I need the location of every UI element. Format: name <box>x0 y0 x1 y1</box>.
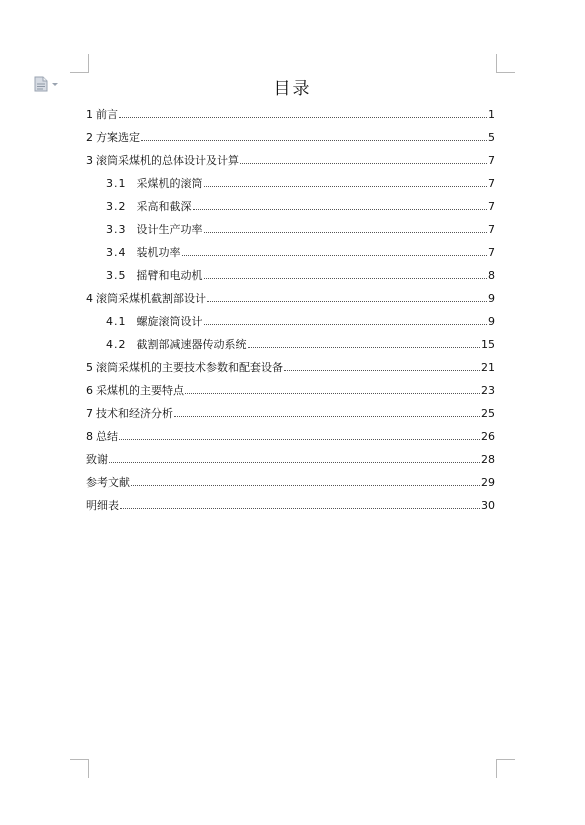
toc-title: 目录 <box>273 79 312 99</box>
toc-entry-title: 螺旋滚筒设计 <box>136 315 203 328</box>
toc-entry-number: 5 <box>86 361 93 374</box>
toc-dot-leader <box>119 117 487 118</box>
toc-dot-leader <box>109 462 480 463</box>
toc-dot-leader <box>284 370 480 371</box>
toc-entry-page-number: 9 <box>488 292 495 305</box>
toc-entry-number: 3.3 <box>106 223 127 236</box>
toc-dot-leader <box>185 393 480 394</box>
toc-entry-title: 前言 <box>96 108 118 121</box>
toc-entry-number: 6 <box>86 384 93 397</box>
toc-entry-page-number: 30 <box>481 499 495 512</box>
toc-entry-page-number: 7 <box>488 154 495 167</box>
toc-entry-number: 8 <box>86 430 93 443</box>
toc-entry[interactable] <box>86 334 495 357</box>
toc-entry-page-number: 25 <box>481 407 495 420</box>
toc-entry-page-number: 7 <box>488 177 495 190</box>
toc-entry-page-number: 28 <box>481 453 495 466</box>
toc-entry-page-number: 23 <box>481 384 495 397</box>
toc-entry[interactable] <box>86 380 495 403</box>
toc-entry-title: 滚筒采煤机截割部设计 <box>96 292 206 305</box>
toc-entry-page-number: 15 <box>481 338 495 351</box>
toc-entry-page-number: 9 <box>488 315 495 328</box>
toc-entry[interactable] <box>86 449 495 472</box>
toc-entry-title: 技术和经济分析 <box>96 407 173 420</box>
toc-dot-leader <box>182 255 488 256</box>
toc-entry[interactable] <box>86 403 495 426</box>
toc-entry[interactable] <box>86 265 495 288</box>
toc-entry-number: 3.1 <box>106 177 127 190</box>
toc-dot-leader <box>248 347 481 348</box>
toc-entry-page-number: 1 <box>488 108 495 121</box>
margin-corner-bottom-left <box>70 759 89 778</box>
toc-entry-number: 7 <box>86 407 93 420</box>
toc-dot-leader <box>119 439 480 440</box>
toc-entry[interactable] <box>86 357 495 380</box>
toc-dot-leader <box>204 278 488 279</box>
margin-corner-top-right <box>496 54 515 73</box>
toc-dot-leader <box>204 324 488 325</box>
toc-entry-title: 摇臂和电动机 <box>136 269 203 282</box>
toc-entry-title: 方案选定 <box>96 131 140 144</box>
toc-dot-leader <box>193 209 488 210</box>
toc-entry[interactable] <box>86 288 495 311</box>
toc-entry-title: 滚筒采煤机的主要技术参数和配套设备 <box>96 361 283 374</box>
toc-dot-leader <box>240 163 487 164</box>
toc-entry-page-number: 7 <box>488 223 495 236</box>
toc-entry[interactable] <box>86 196 495 219</box>
toc-entry[interactable] <box>86 127 495 150</box>
toc-entry-page-number: 8 <box>488 269 495 282</box>
toc-entry[interactable] <box>86 311 495 334</box>
toc-entry-title: 采煤机的滚筒 <box>136 177 203 190</box>
toc-entry-number: 3.4 <box>106 246 127 259</box>
toc-entry-page-number: 5 <box>488 131 495 144</box>
toc-entry-page-number: 21 <box>481 361 495 374</box>
toc-dot-leader <box>120 508 480 509</box>
toc-entry-page-number: 26 <box>481 430 495 443</box>
toc-entry-title: 参考文献 <box>86 476 130 489</box>
toc-entry-page-number: 7 <box>488 246 495 259</box>
margin-corner-bottom-right <box>496 759 515 778</box>
toc-dot-leader <box>204 186 488 187</box>
toc-entry-page-number: 7 <box>488 200 495 213</box>
toc-entry[interactable] <box>86 426 495 449</box>
toc-entry-number: 2 <box>86 131 93 144</box>
toc-entry-title: 总结 <box>96 430 118 443</box>
toc-entry-number: 3.2 <box>106 200 127 213</box>
toc-entry-title: 采高和截深 <box>136 200 192 213</box>
toc-entry-number: 4.1 <box>106 315 127 328</box>
toc-entry-number: 4.2 <box>106 338 127 351</box>
toc-entry[interactable] <box>86 104 495 127</box>
toc-dot-leader <box>204 232 488 233</box>
toc-entry-title: 装机功率 <box>136 246 181 259</box>
toc-entry-page-number: 29 <box>481 476 495 489</box>
toc-entry-title: 截割部减速器传动系统 <box>136 338 247 351</box>
toc-dot-leader <box>207 301 487 302</box>
toc-entry-number: 4 <box>86 292 93 305</box>
toc-entry-title: 明细表 <box>86 499 119 512</box>
toc-dot-leader <box>131 485 480 486</box>
toc-dot-leader <box>174 416 480 417</box>
toc-entry-number: 3 <box>86 154 93 167</box>
toc-entry-title: 滚筒采煤机的总体设计及计算 <box>96 154 239 167</box>
margin-corner-top-left <box>70 54 89 73</box>
table-of-contents <box>86 104 495 518</box>
toc-entry[interactable] <box>86 173 495 196</box>
toc-entry[interactable] <box>86 150 495 173</box>
toc-entry[interactable] <box>86 242 495 265</box>
toc-entry-title: 设计生产功率 <box>136 223 203 236</box>
toc-dot-leader <box>141 140 487 141</box>
toc-entry[interactable] <box>86 472 495 495</box>
toc-entry[interactable] <box>86 495 495 518</box>
toc-entry[interactable] <box>86 219 495 242</box>
toc-entry-number: 1 <box>86 108 93 121</box>
toc-entry-title: 致谢 <box>86 453 108 466</box>
toc-entry-title: 采煤机的主要特点 <box>96 384 184 397</box>
toc-entry-number: 3.5 <box>106 269 127 282</box>
